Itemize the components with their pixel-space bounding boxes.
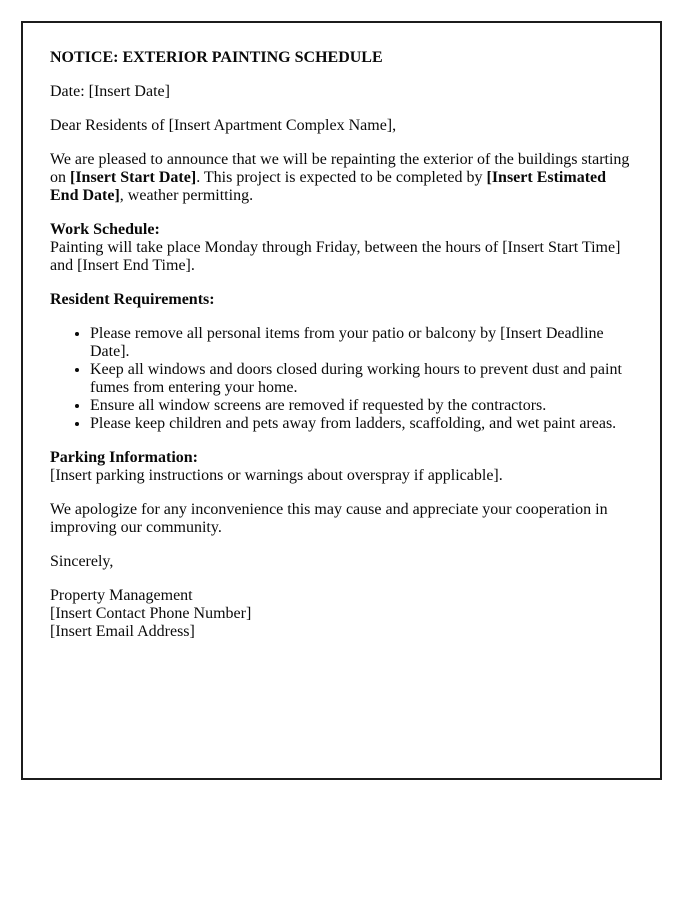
work-schedule-body: Painting will take place Monday through Friday, between the hours of [Insert Start Time] and [Insert End Time]. [50,239,621,274]
requirements-list [50,325,630,433]
requirement-item: • Ensure all window screens are removed if requested by the contractors. [90,397,630,415]
intro-text-1: We are pleased to announce that we will be repainting the exterior of the buildings starting on [50,151,630,186]
work-schedule-heading: Work Schedule: [50,221,160,238]
date-line: Date: [Insert Date] [50,83,170,100]
requirement-item: • Please remove all personal items from your patio or balcony by [Insert Deadline Date]. [90,325,630,361]
end-date-placeholder: [Insert Estimated End Date] [50,169,607,204]
salutation: Dear Residents of [Insert Apartment Complex Name], [50,117,397,134]
parking-heading: Parking Information: [50,449,198,466]
intro-text-2: . This project is expected to be completed by [196,169,487,186]
requirement-item: • Keep all windows and doors closed during working hours to prevent dust and paint fumes from entering your home. [90,361,630,397]
notice-title: NOTICE: EXTERIOR PAINTING SCHEDULE [50,49,383,66]
intro-text-3: , weather permitting. [119,187,254,204]
parking-body: [Insert parking instructions or warnings about overspray if applicable]. [50,467,503,484]
signature-phone-placeholder: [Insert Contact Phone Number] [50,605,252,622]
work-schedule-section [50,221,630,275]
start-date-placeholder: [Insert Start Date] [70,169,197,186]
closing: Sincerely, [50,553,114,570]
signature-block [50,587,630,641]
resident-requirements-heading: Resident Requirements: [50,291,215,308]
parking-section [50,449,630,485]
signature-email-placeholder: [Insert Email Address] [50,623,195,640]
requirement-item: • Please keep children and pets away from ladders, scaffolding, and wet paint areas. [90,415,630,433]
letter-sheet [21,21,662,780]
signature-name: Property Management [50,587,193,604]
intro-paragraph [50,151,630,205]
apology-paragraph: We apologize for any inconvenience this may cause and appreciate your cooperation in improving our community. [50,501,608,536]
